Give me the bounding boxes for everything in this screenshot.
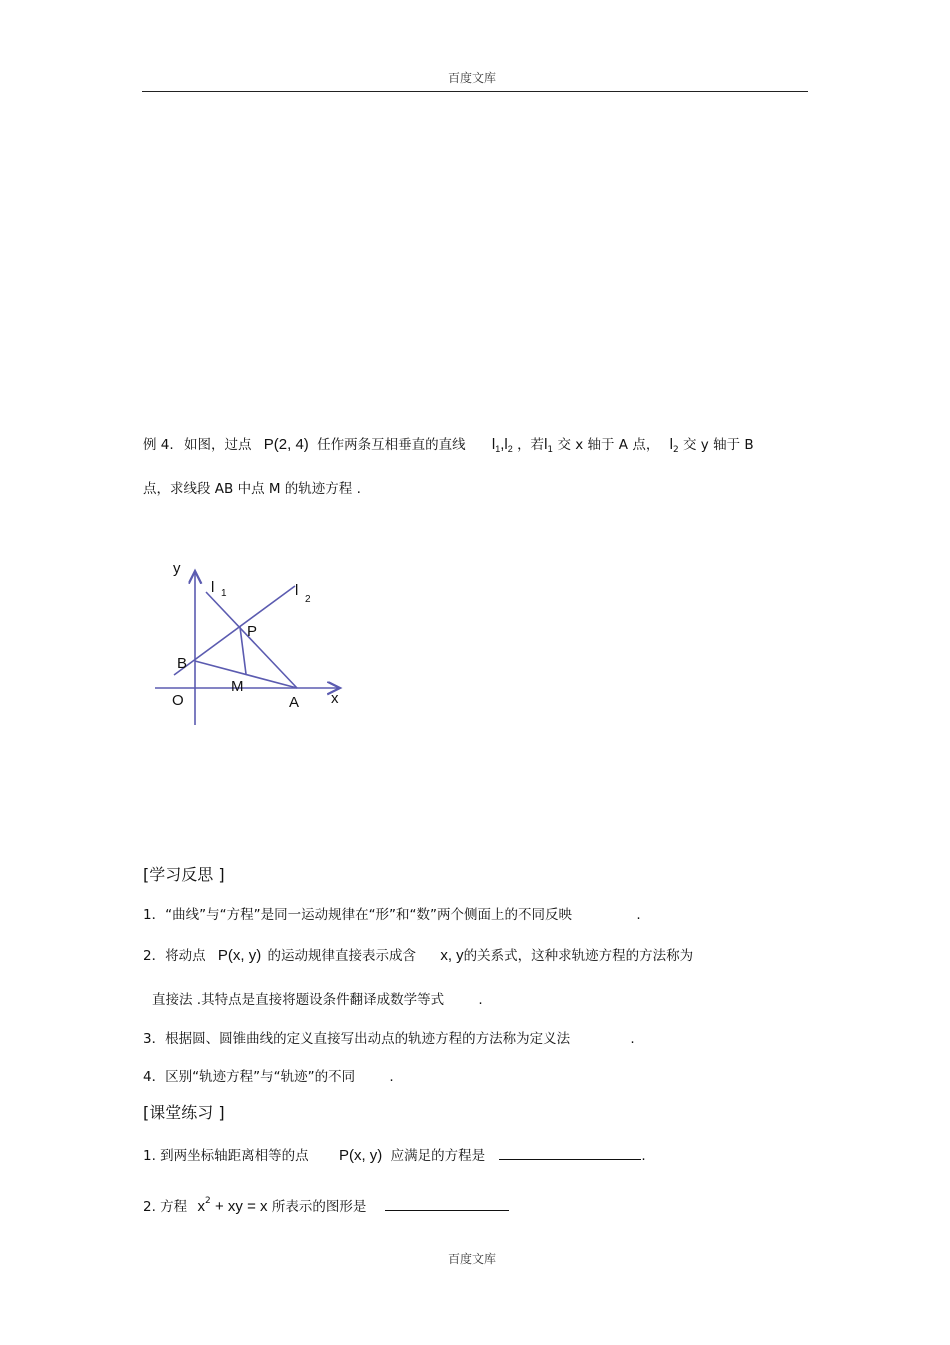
m-label: M xyxy=(231,678,244,695)
line-l2-ref: l xyxy=(669,436,673,453)
practice-question-1-text-b: 应满足的方程是 xyxy=(390,1148,486,1164)
reflection-item-4-end: . xyxy=(389,1069,394,1085)
reflection-item-2-point: P(x, y) xyxy=(217,947,262,964)
reflection-item-2-text-a: 2．将动点 xyxy=(143,948,206,964)
l1-label: l xyxy=(211,579,215,596)
example-4-line-2: 点，求线段 AB 中点 M 的轨迹方程 . xyxy=(143,481,361,497)
segment-ab xyxy=(195,661,297,688)
practice-question-2 xyxy=(143,1195,509,1215)
reflection-item-2-text-b: 的运动规律直接表示成含 xyxy=(267,948,417,964)
reflection-item-2-line-2-text: 直接法 .其特点是直接将题设条件翻译成数学等式 xyxy=(152,992,445,1008)
b-label: B xyxy=(177,655,188,672)
reflection-item-2 xyxy=(143,944,693,964)
practice-question-2-exponent: 2 xyxy=(204,1196,211,1206)
comma: , xyxy=(500,436,505,453)
line-l1: l xyxy=(491,436,496,453)
reflection-item-1 xyxy=(143,903,641,923)
o-label: O xyxy=(172,692,184,709)
section-title-practice: [课堂练习 ] xyxy=(143,1103,225,1122)
reflection-item-2-text-c: 的关系式，这种求轨迹方程的方法称为 xyxy=(463,948,694,964)
practice-question-1-end: . xyxy=(641,1148,646,1164)
x-axis-label: x xyxy=(331,690,339,707)
example-text-4: 交 x 轴于 A 点， xyxy=(557,437,660,453)
reflection-item-4-text: 4．区别“轨迹方程”与“轨迹”的不同 xyxy=(143,1069,356,1085)
reflection-item-4 xyxy=(143,1065,394,1085)
a-label: A xyxy=(289,694,300,711)
geometry-figure xyxy=(150,555,360,735)
l1-sub-label: 1 xyxy=(221,588,227,599)
line-l2-ref-sub: 2 xyxy=(672,445,679,455)
practice-question-2-text-b: 所表示的图形是 xyxy=(271,1199,367,1215)
reflection-item-3 xyxy=(143,1027,635,1047)
line-l2 xyxy=(174,586,295,675)
example-label: 例 4. xyxy=(143,437,174,453)
point-p: P(2, 4) xyxy=(263,436,309,453)
reflection-item-2-vars: x, y xyxy=(440,947,464,964)
reflection-item-2-end: . xyxy=(478,992,483,1008)
answer-blank-1[interactable] xyxy=(499,1147,641,1160)
header-rule xyxy=(142,91,808,92)
practice-question-1 xyxy=(143,1144,646,1164)
example-text-2: 任作两条互相垂直的直线 xyxy=(317,437,466,453)
line-l1 xyxy=(206,592,297,688)
reflection-item-2-line-2 xyxy=(152,988,483,1008)
answer-blank-2[interactable] xyxy=(385,1198,509,1211)
reflection-item-1-end: . xyxy=(636,907,641,923)
example-4-line-1 xyxy=(143,433,754,453)
reflection-item-3-text: 3．根据圆、圆锥曲线的定义直接写出动点的轨迹方程的方法称为定义法 xyxy=(143,1031,571,1047)
section-title-reflection: [学习反思 ] xyxy=(143,865,225,884)
example-text-1: 如图，过点 xyxy=(183,437,252,453)
practice-question-2-x: x xyxy=(197,1198,205,1215)
line-l1-ref-sub: 1 xyxy=(547,445,554,455)
practice-question-2-text-a: 2. 方程 xyxy=(143,1199,188,1215)
line-l2: l xyxy=(504,436,508,453)
practice-question-1-text-a: 1. 到两坐标轴距离相等的点 xyxy=(143,1148,309,1164)
page-header: 百度文库 xyxy=(448,71,497,85)
p-label: P xyxy=(247,623,258,640)
line-l1-sub: 1 xyxy=(495,444,501,454)
practice-question-2-equation: + xy = x xyxy=(215,1198,268,1215)
page-footer: 百度文库 xyxy=(448,1252,497,1266)
line-l2-sub: 2 xyxy=(507,444,513,454)
reflection-item-1-text: 1．“曲线”与“方程”是同一运动规律在“形”和“数”两个侧面上的不同反映 xyxy=(143,907,573,923)
l2-label: l xyxy=(295,582,299,599)
y-axis-label: y xyxy=(173,560,181,577)
l2-sub-label: 2 xyxy=(305,594,311,605)
reflection-item-3-end: . xyxy=(630,1031,635,1047)
line-l1-ref: l xyxy=(544,436,548,453)
example-text-5: 交 y 轴于 B xyxy=(683,437,754,453)
example-text-3: ，若 xyxy=(517,437,545,453)
practice-question-1-point: P(x, y) xyxy=(338,1147,383,1164)
